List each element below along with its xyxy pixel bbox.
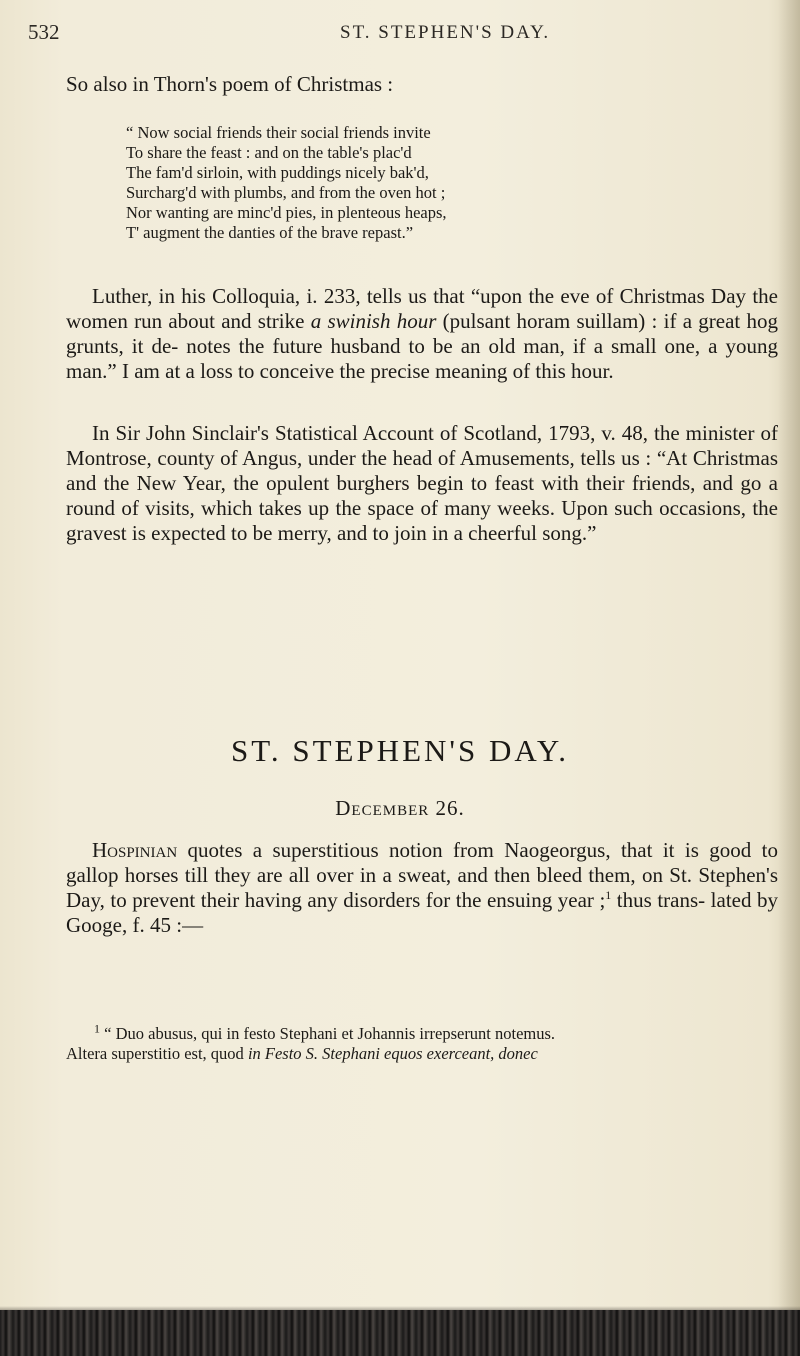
running-title: ST. STEPHEN'S DAY. xyxy=(340,22,551,43)
footnote-text-2: Altera superstitio est, quod xyxy=(66,1044,248,1063)
luther-text-start: Luther, in his Colloquia, i. 233, tells us that “upon the eve of Christmas Day the women run about and strike xyxy=(66,284,778,333)
section-heading: ST. STEPHEN'S DAY. xyxy=(230,733,570,768)
luther-italic-phrase: a swinish hour xyxy=(310,309,437,333)
hospinian-paragraph xyxy=(66,838,778,938)
poem-line: Nor wanting are minc'd pies, in plenteous heaps, xyxy=(126,203,447,222)
poem-line: “ Now social friends their social friends invite xyxy=(126,123,431,142)
footnote-reference: 1 xyxy=(605,888,612,902)
footnote-line-1 xyxy=(66,1021,778,1044)
luther-paragraph xyxy=(66,284,778,384)
intro-line: So also in Thorn's poem of Christmas : xyxy=(66,72,394,96)
footnote-text-1: “ Duo abusus, qui in festo Stephani et Johannis irrepserunt notemus. xyxy=(104,1024,556,1043)
hospinian-text: quotes a superstitious notion from Naogeorgus, that it is good to gallop horses till they are all over in a sweat, and then bleed them, on St. Stephen's Day, to prevent their having any disorders for the ensuing year ; xyxy=(66,838,778,912)
section-date: December 26. xyxy=(335,796,465,820)
footnote-italic: in Festo S. Stephani equos exerceant, donec xyxy=(247,1044,538,1063)
luther-text-end: (pulsant horam suillam) : if a great hog grunts, it de- notes the future husband to be an old man, if a small one, a young man.” I am at a loss to conceive the precise meaning of this hour. xyxy=(66,309,778,383)
scan-bottom-border xyxy=(0,1310,800,1356)
poem-line: T' augment the danties of the brave repast.” xyxy=(126,223,414,242)
sinclair-paragraph: In Sir John Sinclair's Statistical Account of Scotland, 1793, v. 48, the minister of Montrose, county of Angus, under the head of Amusements, tells us : “At Christmas and the New Year, the opulent burghers begin to feast with their friends, and go a round of visits, which takes up the space of many weeks. Upon such occasions, the gravest is expected to be merry, and to join in a cheerful song.” xyxy=(66,421,778,545)
hospinian-lead-word: Hospinian xyxy=(92,838,178,862)
page-edge-shadow xyxy=(778,0,800,1310)
poem-quote xyxy=(126,123,746,243)
poem-line: Surcharg'd with plumbs, and from the oven hot ; xyxy=(126,183,446,202)
footnote xyxy=(66,1021,778,1064)
page-number: 532 xyxy=(28,20,60,44)
poem-line: To share the feast : and on the table's plac'd xyxy=(126,143,412,162)
running-head xyxy=(28,20,768,50)
poem-line: The fam'd sirloin, with puddings nicely bak'd, xyxy=(126,163,429,182)
hospinian-tail: thus trans- lated by Googe, f. 45 :— xyxy=(66,888,778,937)
footnote-marker: 1 xyxy=(94,1021,100,1036)
